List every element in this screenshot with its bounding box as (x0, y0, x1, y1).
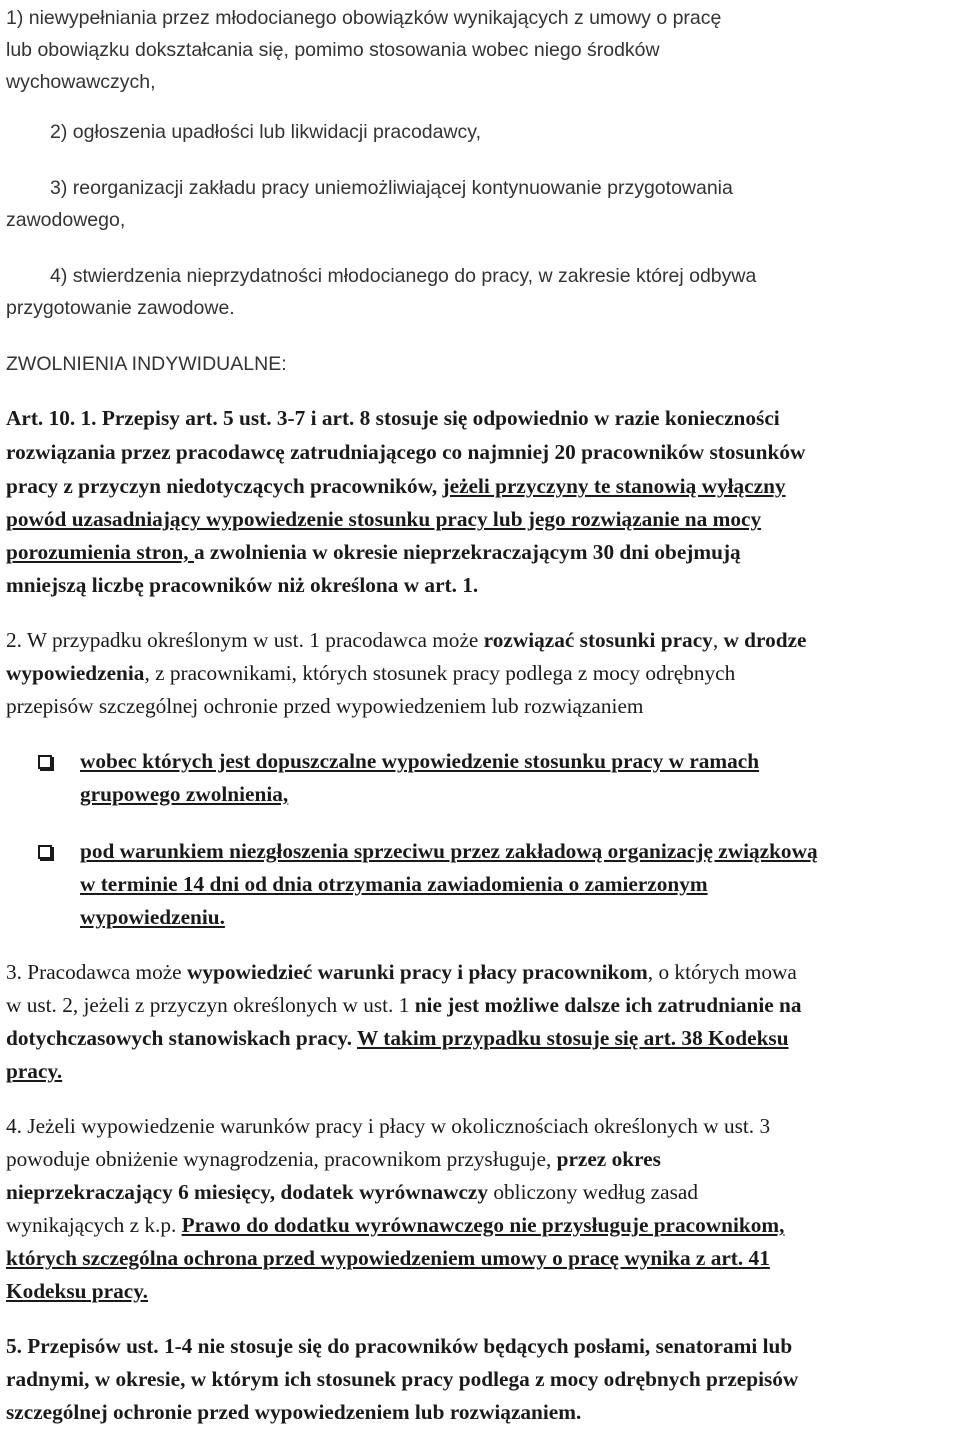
checkbox-bullet-icon (38, 755, 52, 769)
checkbox-bullet-icon (38, 845, 52, 859)
art10-p1-line-6: mniejszą liczbę pracowników niż określona w art. 1. (6, 573, 479, 597)
art10-p3-line-1-c: , o których mowa (647, 960, 797, 984)
art10-p1-line-1: Art. 10. 1. Przepisy art. 5 ust. 3-7 i art. 8 stosuje się odpowiednio w razie konieczności (6, 406, 780, 430)
art10-p4-line-4 (6, 1209, 954, 1241)
art10-p5-line-2: radnymi, w okresie, w którym ich stosunek pracy podlega z mocy odrębnych przepisów (6, 1367, 799, 1391)
art10-p2-line-1-b: rozwiązać stosunki pracy (483, 628, 713, 652)
bullet-2-line-3: wypowiedzeniu. (80, 905, 225, 929)
art10-p3-line-1-b: wypowiedzieć warunki pracy i płacy pracownikom (186, 960, 648, 984)
intro-item-1-line-2: lub obowiązku dokształcania się, pomimo stosowania wobec niego środków (6, 39, 660, 61)
bullet-2-line-2: w terminie 14 dni od dnia otrzymania zawiadomienia o zamierzonym (80, 872, 708, 896)
art10-p2-line-1-c: , (712, 628, 724, 652)
intro-item-1-line-1: 1) niewypełniania przez młodocianego obowiązków wynikających z umowy o pracę (6, 7, 722, 29)
art10-p4-line-3-b: obliczony według zasad (488, 1180, 698, 1204)
art10-p3-line-1-a: 3. Pracodawca może (6, 960, 187, 984)
bullet-2-line-1: pod warunkiem niezgłoszenia sprzeciwu przez zakładową organizację związkową (80, 839, 818, 863)
art10-p2-line-2-b: , z pracownikami, których stosunek pracy podlega z mocy odrębnych (144, 661, 736, 685)
intro-item-3-line-2: zawodowego, (6, 209, 126, 231)
intro-item-1-line-3: wychowawczych, (6, 71, 156, 93)
art10-p1-line-5-b: a zwolnienia w okresie nieprzekraczającym 30 dni obejmują (193, 540, 741, 564)
art10-p1-line-4: powód uzasadniający wypowiedzenie stosunku pracy lub jego rozwiązanie na mocy (6, 507, 762, 531)
art10-p1-line-5 (6, 536, 954, 568)
art10-p3-line-3 (6, 1022, 954, 1054)
intro-item-4-line-1: 4) stwierdzenia nieprzydatności młodocianego do pracy, w zakresie której odbywa (50, 265, 757, 287)
art10-p1-line-5-a: porozumienia stron, (6, 540, 194, 564)
art10-p3-line-3-a: dotychczasowych stanowiskach pracy. (6, 1026, 358, 1050)
art10-p5-line-3: szczególnej ochronie przed wypowiedzeniem lub rozwiązaniem. (6, 1400, 582, 1424)
art10-p3-line-1 (6, 956, 954, 988)
art10-p4-line-5: których szczególna ochrona przed wypowiedzeniem umowy o pracę wynika z art. 41 (6, 1246, 770, 1270)
art10-p3-line-2-a: w ust. 2, jeżeli z przyczyn określonych w ust. 1 (6, 993, 415, 1017)
art10-p3-line-2 (6, 989, 954, 1021)
art10-p2-line-3: przepisów szczególnej ochronie przed wypowiedzeniem lub rozwiązaniem (6, 694, 644, 718)
intro-item-3-line-1: 3) reorganizacji zakładu pracy uniemożliwiającej kontynuowanie przygotowania (50, 177, 733, 199)
art10-p4-line-2-b: przez okres (556, 1147, 661, 1171)
art10-p4-line-2 (6, 1143, 954, 1175)
art10-p1-line-3 (6, 470, 954, 502)
art10-p3-line-2-b: nie jest możliwe dalsze ich zatrudnianie na (414, 993, 802, 1017)
intro-item-4-line-2: przygotowanie zawodowe. (6, 297, 235, 319)
art10-p3-line-3-b: W takim przypadku stosuje się art. 38 Kodeksu (357, 1026, 789, 1050)
art10-p4-line-3 (6, 1176, 954, 1208)
art10-p1-line-3-a: pracy z przyczyn niedotyczących pracowników, (6, 474, 443, 498)
art10-p2-line-1 (6, 624, 954, 656)
art10-p2-line-2 (6, 657, 954, 689)
section-heading: ZWOLNIENIA INDYWIDUALNE: (6, 353, 287, 375)
art10-p5-line-1: 5. Przepisów ust. 1-4 nie stosuje się do pracowników będących posłami, senatorami lub (6, 1334, 793, 1358)
art10-p2-line-1-a: 2. W przypadku określonym w ust. 1 pracodawca może (6, 628, 484, 652)
art10-p4-line-2-a: powoduje obniżenie wynagrodzenia, pracownikom przysługuje, (6, 1147, 557, 1171)
art10-p1-line-3-b: jeżeli przyczyny te stanowią wyłączny (442, 474, 786, 498)
art10-p1-line-2: rozwiązania przez pracodawcę zatrudniającego co najmniej 20 pracowników stosunków (6, 440, 806, 464)
art10-p4-line-6: Kodeksu pracy. (6, 1279, 149, 1303)
art10-p4-line-1: 4. Jeżeli wypowiedzenie warunków pracy i płacy w okolicznościach określonych w ust. 3 (6, 1114, 771, 1138)
art10-p2-line-2-a: wypowiedzenia (6, 661, 145, 685)
intro-item-2: 2) ogłoszenia upadłości lub likwidacji pracodawcy, (50, 121, 482, 143)
art10-p4-line-3-a: nieprzekraczający 6 miesięcy, dodatek wyrównawczy (6, 1180, 489, 1204)
art10-p3-line-4: pracy. (6, 1059, 63, 1083)
art10-p4-line-4-a: wynikających z k.p. (6, 1213, 182, 1237)
art10-p4-line-4-b: Prawo do dodatku wyrównawczego nie przysługuje pracownikom, (181, 1213, 785, 1237)
bullet-1-line-2: grupowego zwolnienia, (80, 782, 289, 806)
bullet-1-line-1: wobec których jest dopuszczalne wypowiedzenie stosunku pracy w ramach (80, 749, 760, 773)
art10-p2-line-1-d: w drodze (723, 628, 807, 652)
